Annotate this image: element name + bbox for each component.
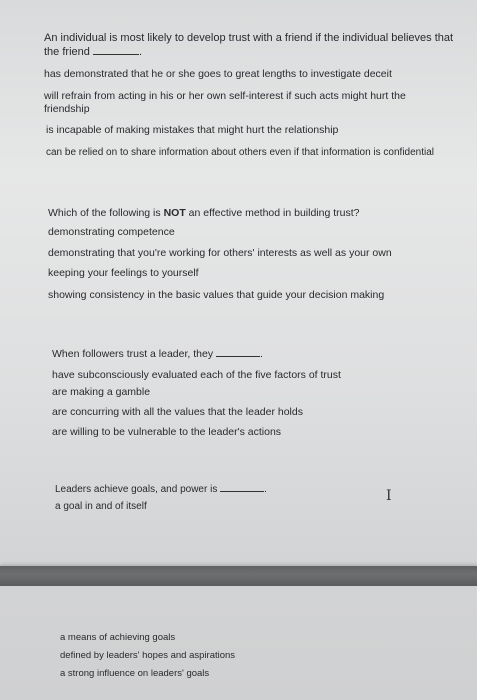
text-cursor-icon: I: [386, 488, 392, 504]
option-1a[interactable]: has demonstrated that he or she goes to great lengths to investigate deceit: [44, 68, 392, 80]
screen-divider: [0, 566, 477, 586]
answer-blank: [220, 482, 264, 492]
option-4d[interactable]: a strong influence on leaders' goals: [60, 668, 210, 679]
option-4b[interactable]: a means of achieving goals: [60, 632, 176, 643]
option-4c[interactable]: defined by leaders' hopes and aspirations: [60, 650, 236, 661]
option-3d[interactable]: are willing to be vulnerable to the leader's actions: [52, 426, 282, 438]
option-3c[interactable]: are concurring with all the values that the leader holds: [52, 406, 303, 418]
question-1-prompt: An individual is most likely to develop trust with a friend if the individual believes that the friend .: [44, 32, 454, 58]
option-1c[interactable]: is incapable of making mistakes that might hurt the relationship: [46, 124, 339, 136]
option-4a[interactable]: a goal in and of itself: [55, 501, 147, 512]
option-1d[interactable]: can be relied on to share information about others even if that information is confidential: [46, 147, 435, 158]
option-3a[interactable]: have subconsciously evaluated each of the five factors of trust: [52, 369, 341, 381]
option-2d[interactable]: showing consistency in the basic values that guide your decision making: [48, 289, 385, 301]
question-2-prompt: Which of the following is NOT an effective method in building trust?: [48, 207, 360, 219]
option-1b[interactable]: will refrain from acting in his or her own self-interest if such acts might hurt the friendship: [44, 90, 406, 115]
question-4-prompt: Leaders achieve goals, and power is .: [55, 484, 267, 495]
question-3-prompt: When followers trust a leader, they .: [52, 348, 263, 360]
option-2a[interactable]: demonstrating competence: [48, 226, 175, 238]
option-3b[interactable]: are making a gamble: [52, 386, 151, 398]
answer-blank: [216, 347, 260, 357]
answer-blank: [93, 45, 139, 55]
option-2c[interactable]: keeping your feelings to yourself: [48, 267, 199, 279]
option-2b[interactable]: demonstrating that you're working for others' interests as well as your own: [48, 247, 392, 259]
